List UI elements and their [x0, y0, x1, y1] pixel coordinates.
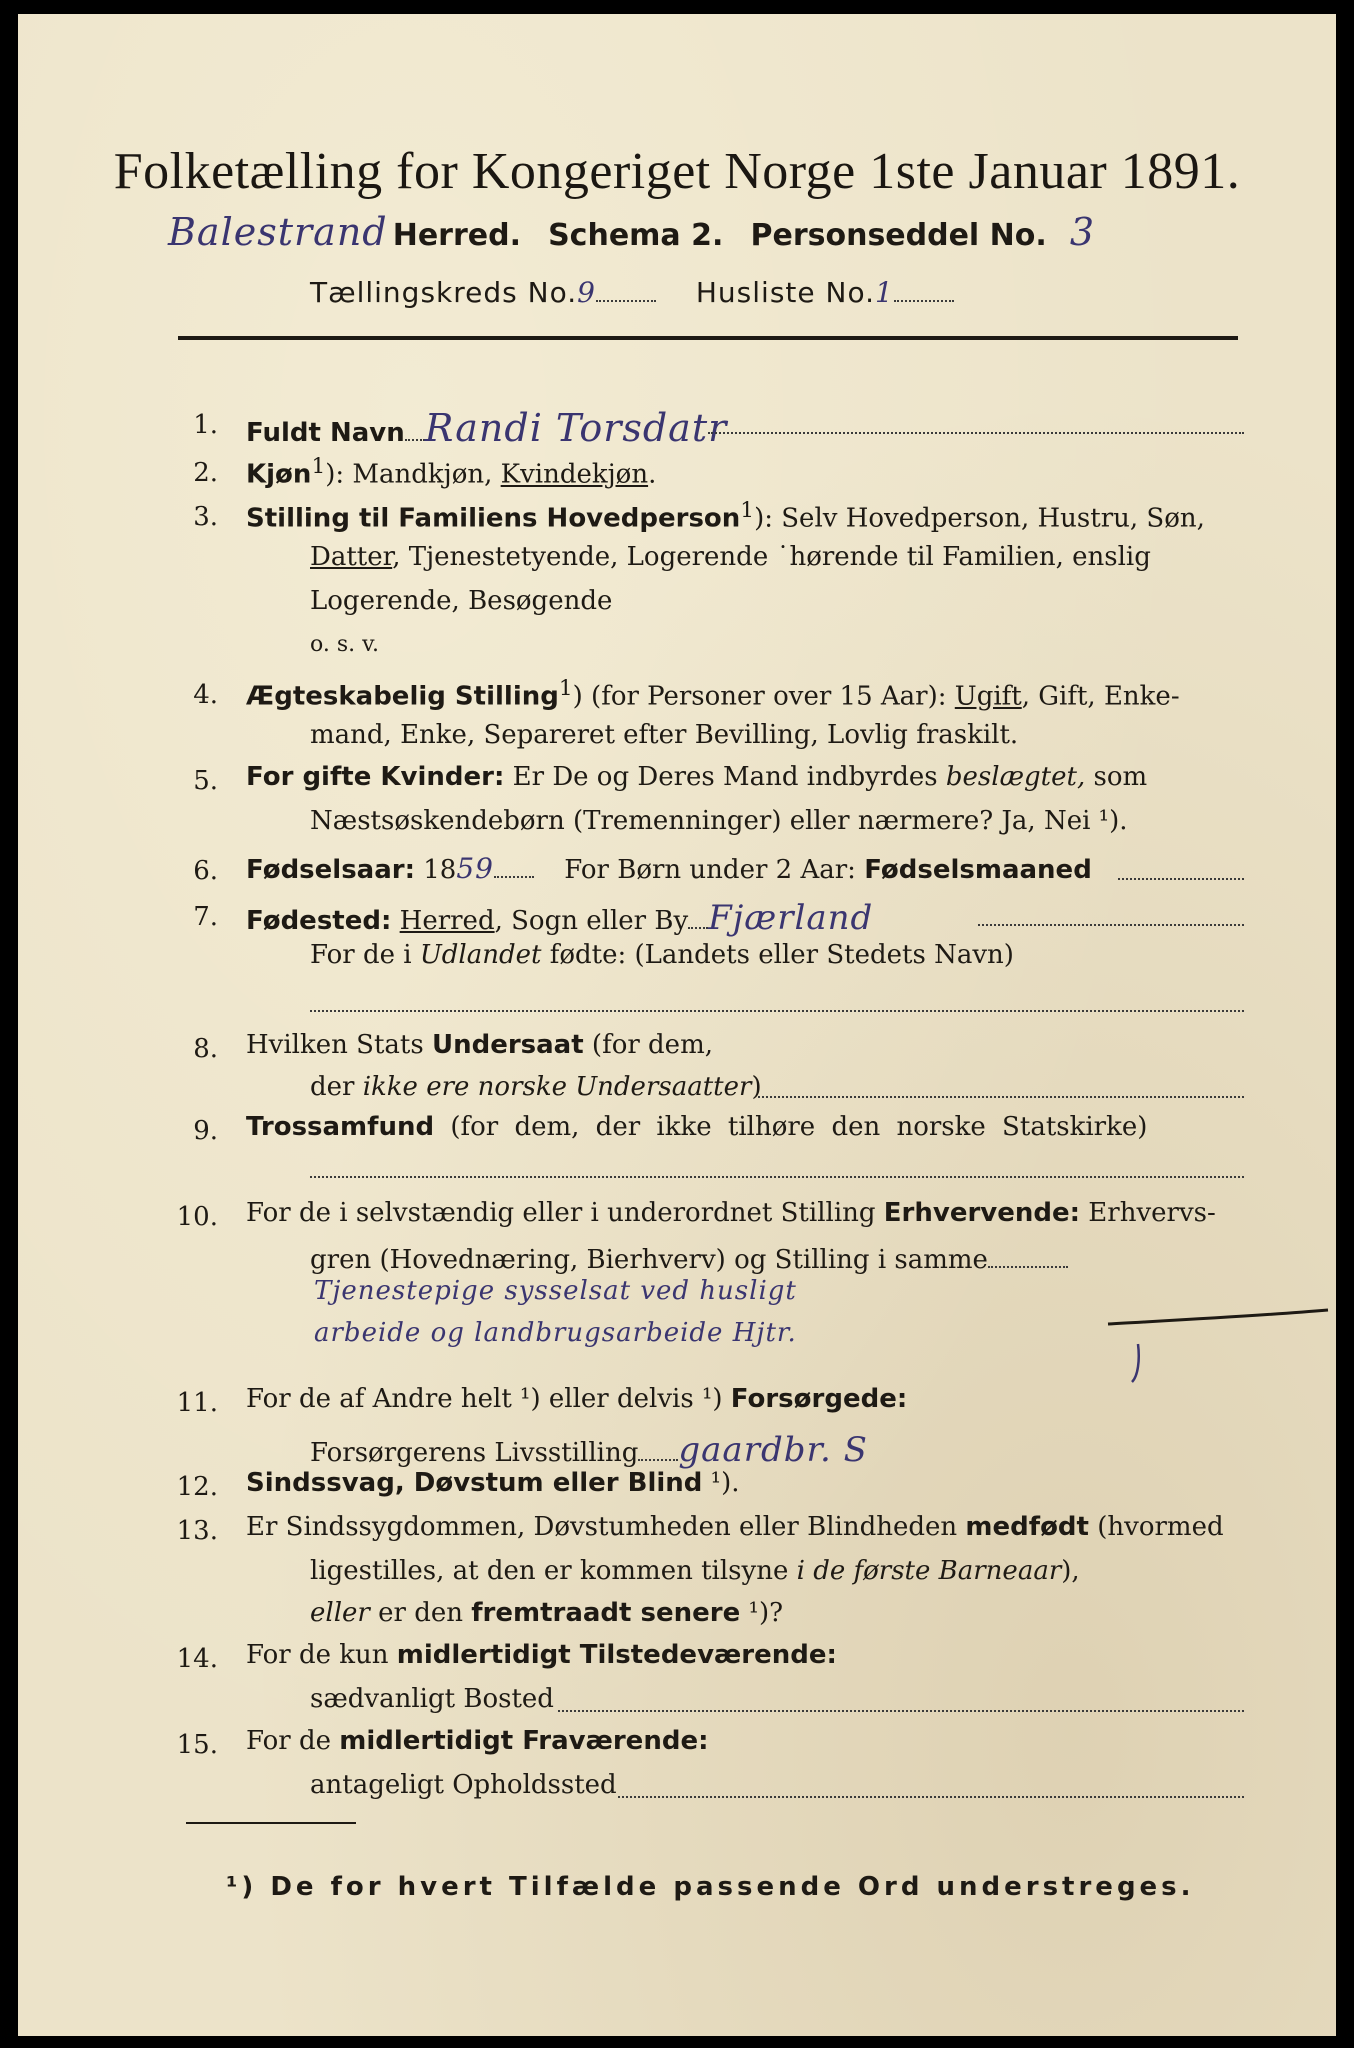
question-15-number: 15. [176, 1730, 218, 1760]
question-13-number: 13. [176, 1516, 218, 1546]
question-13-line2-b: ), [1061, 1556, 1080, 1586]
question-3-label: Stilling til Familiens Hovedperson [246, 503, 741, 534]
question-13-label: medfødt [965, 1512, 1089, 1542]
question-3-number: 3. [193, 502, 218, 532]
herred-handwritten: Balestrand [168, 210, 388, 254]
question-9-label: Trossamfund [246, 1112, 435, 1142]
question-3-marked-option: Datter [310, 542, 393, 572]
question-1-label: Fuldt Navn [246, 418, 405, 448]
question-1-number: 1. [193, 410, 218, 440]
dotted-line [1118, 876, 1244, 880]
question-6-label: Fødselsaar: [246, 855, 415, 885]
question-5 [246, 762, 1147, 792]
husliste-label: Husliste No. [695, 276, 875, 309]
question-7-line2-b: fødte: (Landets eller Stedets Navn) [541, 940, 1014, 970]
personseddel-number: 3 [1069, 210, 1096, 254]
question-13-text: Er Sindssygdommen, Døvstumheden eller Blindheden [246, 1512, 966, 1542]
question-3-line4: o. s. v. [310, 632, 379, 657]
question-8-line2 [310, 1072, 762, 1102]
question-7-line2 [310, 940, 1014, 970]
question-2-text: ): Mandkjøn, [325, 459, 501, 490]
question-11-answer: gaardbr. S [678, 1430, 868, 1470]
dotted-fill [988, 1242, 1068, 1268]
question-13 [246, 1512, 1224, 1542]
dotted-fill [405, 415, 425, 441]
footnote-rule [186, 1822, 356, 1824]
question-11-text: For de af Andre helt ¹) eller delvis ¹) [246, 1384, 731, 1414]
footnote-ref: 1 [558, 676, 573, 701]
question-9-number: 9. [193, 1116, 218, 1146]
question-7-text: , Sogn eller By [494, 906, 689, 936]
question-13-line2-italic: i de første Barneaar [796, 1556, 1062, 1586]
question-10-label: Erhvervende: [883, 1198, 1081, 1228]
schema-label: Schema 2. [548, 218, 724, 253]
question-2-marked-option: Kvindekjøn [500, 459, 649, 490]
question-5-line2: Næstsøskendebørn (Tremenninger) eller nærmere? Ja, Nei ¹). [310, 806, 1128, 836]
question-5-text: Er De og Deres Mand indbyrdes [504, 762, 946, 792]
question-13-line3 [310, 1598, 783, 1628]
question-8-line2-a: der [310, 1072, 363, 1102]
question-1-answer: Randi Torsdatr [424, 406, 728, 450]
question-5-end: som [1085, 762, 1148, 792]
question-14-number: 14. [176, 1644, 218, 1674]
question-13-line3-a: er den [369, 1598, 472, 1628]
question-9-text: (for dem, der ikke tilhøre den norske Statskirke) [434, 1112, 1148, 1142]
question-4-text: ) (for Personer over 15 Aar): [572, 681, 955, 712]
question-11 [246, 1384, 907, 1414]
dotted-line [618, 1794, 1244, 1798]
question-4-label: Ægteskabelig Stilling [246, 681, 559, 712]
question-6-answer: 59 [456, 852, 494, 885]
dotted-line [758, 1094, 1244, 1098]
question-8-line2-italic: ikke ere norske Undersaatter [362, 1072, 752, 1102]
dotted-line [978, 922, 1244, 926]
question-13-end: (hvormed [1088, 1512, 1224, 1542]
question-15-label: midlertidigt Fraværende: [339, 1726, 709, 1756]
question-10-answer-line1: Tjenestepige sysselsat ved husligt [314, 1276, 797, 1306]
question-11-number: 11. [176, 1388, 218, 1418]
question-14 [246, 1640, 837, 1670]
question-13-line3-b: ¹)? [740, 1598, 784, 1628]
dotted-line [310, 1008, 1244, 1012]
question-5-label: For gifte Kvinder: [246, 762, 505, 792]
question-3-line2 [310, 542, 1151, 572]
question-10-end: Erhvervs- [1080, 1198, 1216, 1228]
question-8-end: (for dem, [583, 1030, 713, 1060]
question-2 [246, 454, 656, 490]
question-7-line2-italic: Udlandet [419, 940, 542, 970]
dotted-fill [638, 1435, 678, 1461]
question-10-line2 [310, 1242, 1068, 1275]
question-6-mid: For Børn under 2 Aar: [564, 855, 865, 885]
question-4 [246, 676, 1180, 712]
question-13-line3-label: fremtraadt senere [471, 1598, 741, 1628]
question-8-line2-b: ) [751, 1072, 762, 1102]
question-7-number: 7. [193, 902, 218, 932]
question-2-number: 2. [193, 458, 218, 488]
question-4-end: , Gift, Enke- [1021, 681, 1180, 712]
husliste-number: 1 [875, 276, 894, 309]
taellingskreds-number: 9 [577, 276, 596, 309]
dotted-fill [688, 903, 708, 929]
question-5-italic: beslægtet, [945, 762, 1086, 792]
question-10-number: 10. [176, 1202, 218, 1232]
question-11-line2 [310, 1430, 868, 1470]
question-14-label: midlertidigt Tilstedeværende: [396, 1640, 837, 1670]
question-13-line3-italic: eller [310, 1598, 370, 1628]
question-7-marked-option: Herred [399, 906, 495, 936]
taellingskreds-line [310, 276, 954, 309]
handwritten-strike-stroke [1098, 1296, 1338, 1386]
dotted-line [310, 1174, 1244, 1178]
question-7-answer: Fjærland [708, 898, 874, 938]
dotted-line [708, 430, 1244, 434]
question-15-text: For de [246, 1726, 340, 1756]
question-8-label: Undersaat [431, 1030, 584, 1060]
question-13-line2 [310, 1556, 1080, 1586]
question-11-label: Forsørgede: [730, 1384, 908, 1414]
question-15 [246, 1726, 708, 1756]
question-2-end: . [648, 459, 657, 490]
question-8 [246, 1030, 713, 1060]
footnote-ref: 1 [740, 498, 755, 523]
herred-label: Herred. [392, 218, 521, 253]
herred-line [168, 210, 1095, 254]
taellingskreds-label: Tællingskreds No. [310, 276, 578, 309]
question-6-text: 18 [415, 855, 457, 885]
question-4-number: 4. [193, 680, 218, 710]
dotted-fill [494, 852, 534, 878]
question-14-text: For de kun [246, 1640, 397, 1670]
question-6 [246, 852, 1092, 885]
header-rule [178, 336, 1238, 340]
question-10-line2-text: gren (Hovednæring, Bierhverv) og Stilling i samme [310, 1245, 988, 1275]
question-12-end: ¹). [702, 1468, 740, 1498]
question-4-marked-option: Ugift [954, 681, 1022, 712]
personseddel-label: Personseddel No. [750, 218, 1047, 253]
dotted-line [558, 1708, 1244, 1712]
question-11-line2-text: Forsørgerens Livsstilling [310, 1438, 639, 1468]
dotted-fill [596, 276, 656, 302]
question-14-line2: sædvanligt Bosted [310, 1684, 554, 1714]
question-8-number: 8. [193, 1034, 218, 1064]
question-2-label: Kjøn [246, 459, 312, 490]
question-7-line2-a: For de i [310, 940, 420, 970]
question-12 [246, 1468, 740, 1498]
footnote: ¹) De for hvert Tilfælde passende Ord understreges. [226, 1872, 1195, 1902]
question-12-number: 12. [176, 1472, 218, 1502]
question-10-text: For de i selvstændig eller i underordnet Stilling [246, 1198, 884, 1228]
question-10 [246, 1198, 1216, 1228]
question-7-label: Fødested: [246, 906, 392, 936]
dotted-fill [894, 276, 954, 302]
question-12-label: Sindssvag, Døvstum eller Blind [246, 1468, 703, 1498]
question-3-text: ): Selv Hovedperson, Hustru, Søn, [754, 503, 1205, 534]
form-title: Folketælling for Kongeriget Norge 1ste Januar 1891. [113, 143, 1241, 200]
question-15-line2: antageligt Opholdssted [310, 1770, 617, 1800]
question-5-number: 5. [193, 766, 218, 796]
footnote-ref: 1 [311, 454, 326, 479]
question-13-line2-a: ligestilles, at den er kommen tilsyne [310, 1556, 797, 1586]
question-6-number: 6. [193, 856, 218, 886]
question-10-answer-line2: arbeide og landbrugsarbeide Hjtr. [314, 1318, 797, 1348]
question-6-label2: Fødselsmaaned [864, 855, 1092, 885]
question-1 [246, 406, 727, 450]
question-3-line3: Logerende, Besøgende [310, 586, 613, 616]
question-8-text: Hvilken Stats [246, 1030, 432, 1060]
question-9 [246, 1112, 1147, 1142]
question-7 [246, 898, 873, 938]
question-3-line2-text: , Tjenestetyende, Logerende ˙hørende til Familien, enslig [392, 542, 1151, 572]
question-4-line2: mand, Enke, Separeret efter Bevilling, Lovlig fraskilt. [310, 720, 1019, 750]
census-form-page [18, 14, 1336, 2036]
question-3 [246, 498, 1205, 534]
